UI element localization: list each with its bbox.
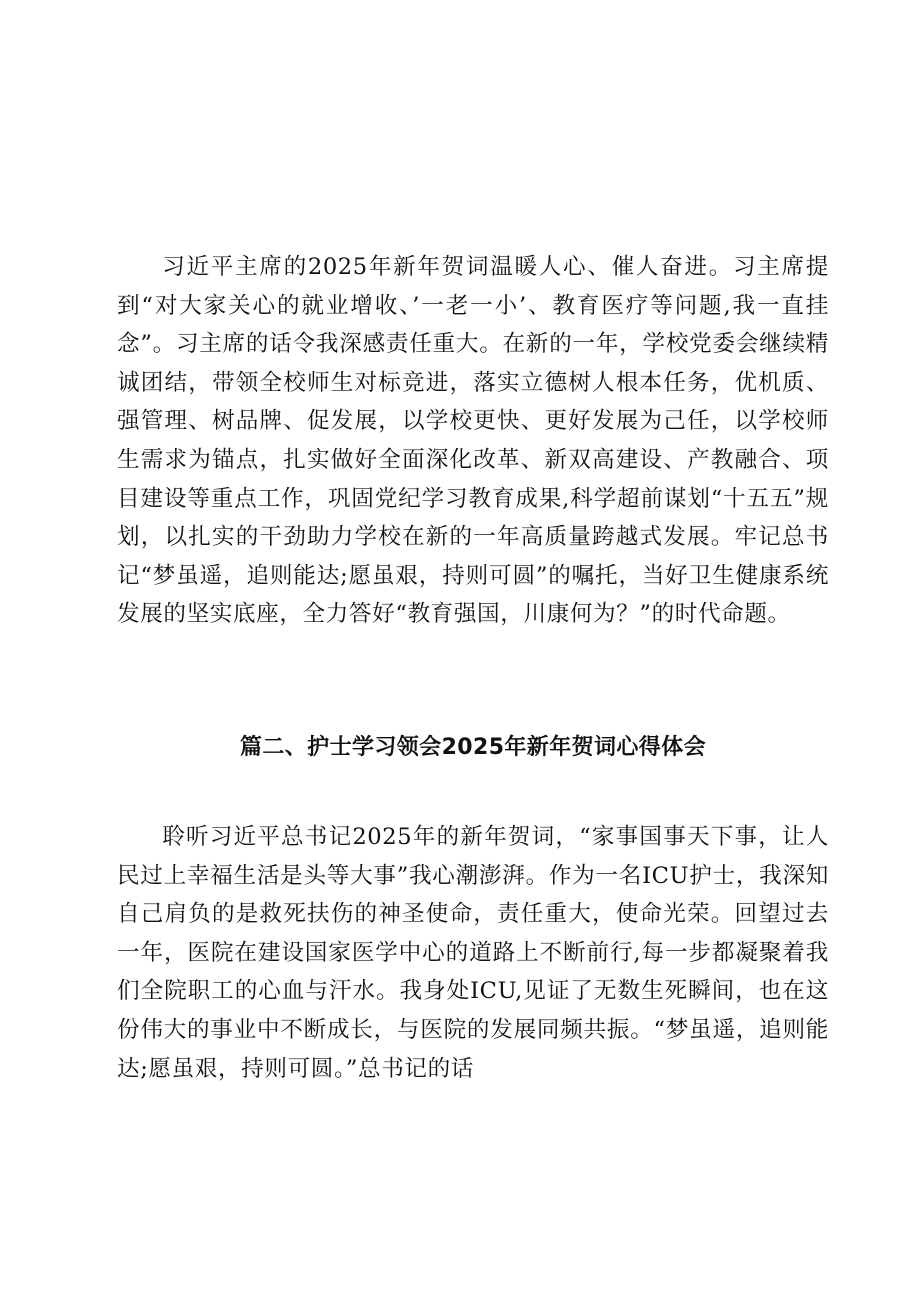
section-heading: 篇二、护士学习领会2025年新年贺词心得体会 (239, 735, 707, 760)
body-paragraph-1: 习近平主席的2025年新年贺词温暖人心、催人奋进。习主席提到“对大家关心的就业增收、’一老一小’、教育医疗等问题,我一直挂念”。习主席的话令我深感责任重大。在新的一年，学校党委会继续精诚团结，带领全校师生对标竞进，落实立德树人根本任务，优机质、强管理、树品牌、促发展，以学校更快、更好发展为己任，以学校师生需求为锚点，扎实做好全面深化改革、新双高建设、产教融合、项目建设等重点工作，巩固党纪学习教育成果,科学超前谋划“十五五”规划，以扎实的干劲助力学校在新的一年高质量跨越式发展。牢记总书记“梦虽遥，追则能达;愿虽艰，持则可圆”的嘱托，当好卫生健康系统发展的坚实底座，全力答好“教育强国，川康何为？”的时代命题。 (117, 254, 829, 628)
body-paragraph-2: 聆听习近平总书记2025年的新年贺词，“家事国事天下事，让人民过上幸福生活是头等大事”我心潮澎湃。作为一名ICU护士，我深知自己肩负的是救死扶伤的神圣使命，责任重大，使命光荣。回望过去一年，医院在建设国家医学中心的道路上不断前行,每一步都凝聚着我们全院职工的心血与汗水。我身处ICU,见证了无数生死瞬间，也在这份伟大的事业中不断成长，与医院的发展同频共振。“梦虽遥，追则能达;愿虽艰，持则可圆。”总书记的话 (117, 824, 829, 1082)
